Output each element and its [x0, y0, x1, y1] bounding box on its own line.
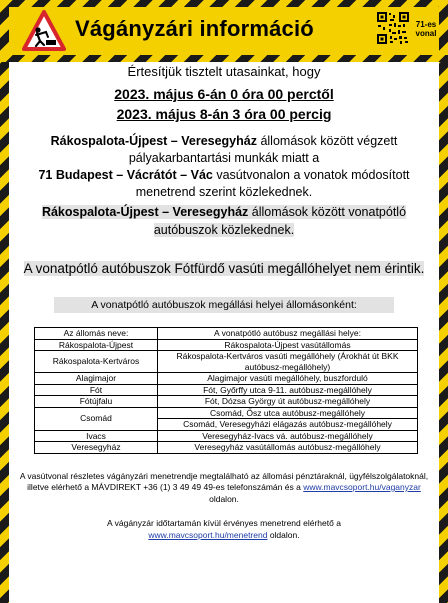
bus-stations: Rákospalota-Újpest – Veresegyház	[41, 205, 249, 219]
bus-text: állomások között vonatpótló autóbuszok közlekednek.	[153, 205, 407, 237]
station-cell: Csomád	[35, 407, 158, 430]
route-badge	[413, 20, 439, 38]
fotfurdo-notice: A vonatpótló autóbuszok Fótfürdő vasúti megállóhelyet nem érintik.	[23, 261, 425, 276]
footer-timetable-info	[14, 518, 434, 541]
header-banner	[9, 7, 439, 55]
table-row	[35, 442, 418, 454]
stop-cell: Veresegyház vasútállomás autóbusz-megállóhely	[158, 442, 418, 454]
menetrend-link[interactable]: www.mavcsoport.hu/menetrend	[148, 529, 268, 540]
intro-text: Értesítjük tisztelt utasainkat, hogy	[127, 64, 321, 79]
station-cell: Rákospalota-Kertváros	[35, 351, 158, 373]
railway-line: 71 Budapest – Vácrátót – Vác	[38, 168, 213, 182]
warning-sign-icon	[22, 10, 66, 52]
station-cell: Ivacs	[35, 430, 158, 442]
table-row	[35, 384, 418, 396]
stop-cell: Fót, Dózsa György út autóbusz-megállóhely	[158, 396, 418, 408]
bus-paragraph-box	[42, 205, 406, 237]
stop-cell: Veresegyház-Ivacs vá. autóbusz-megállóhely	[158, 430, 418, 442]
footer-schedule-text: A vasútvonal részletes vágányzári menetrendje megtalálható az állomási pénztáraknál, ügyfélszolgálatoknál, illetve elérhető a MÁVDIREKT +36 (1) 3 49 49 49-es telefonszámán és a	[19, 470, 429, 492]
date-from: 2023. május 6-án 0 óra 00 perctől	[114, 86, 334, 102]
footer-schedule-suffix: oldalon.	[209, 493, 239, 504]
route-badge-label: vonal	[415, 29, 437, 38]
table-row	[35, 339, 418, 351]
closure-text-2: vasútvonalon a vonatok módosított menetrend szerint közlekednek.	[135, 168, 410, 199]
station-cell: Veresegyház	[35, 442, 158, 454]
table-row	[35, 351, 418, 373]
page-title: Vágányzári információ	[75, 16, 314, 41]
stop-cell: Csomád, Ősz utca autóbusz-megállóhely	[158, 407, 418, 419]
stop-cell: Alagimajor vasúti megállóhely, buszforduló	[158, 373, 418, 385]
table-header-stop: A vonatpótló autóbusz megállási helye:	[158, 328, 418, 340]
stops-table	[34, 327, 418, 454]
stops-table-title: A vonatpótló autóbuszok megállási helyei állomásonként:	[54, 297, 394, 313]
fotfurdo-notice-paragraph	[14, 259, 434, 279]
station-cell: Fótújfalu	[35, 396, 158, 408]
hazard-stripe-top	[0, 0, 448, 7]
hazard-stripe-right	[439, 0, 448, 603]
vaganyzar-link[interactable]: www.mavcsoport.hu/vaganyzar	[303, 482, 421, 492]
footer-timetable-text: A vágányzár időtartamán kívül érvényes menetrend elérhető a	[107, 518, 341, 528]
route-badge-number: 71-es	[415, 20, 437, 29]
footer-schedule-info	[14, 471, 434, 506]
hazard-stripe-left	[0, 0, 9, 603]
station-cell: Alagimajor	[35, 373, 158, 385]
stop-cell: Rákospalota-Újpest vasútállomás	[158, 339, 418, 351]
table-header-station: Az állomás neve:	[35, 328, 158, 340]
footer-timetable-suffix: oldalon.	[267, 529, 300, 540]
stop-cell: Csomád, Veresegyházi elágazás autóbusz-megállóhely	[158, 419, 418, 431]
station-cell: Fót	[35, 384, 158, 396]
stop-cell: Rákospalota-Kertváros vasúti megállóhely (Árokhát út BKK autóbusz-megállóhely)	[158, 351, 418, 373]
station-cell: Rákospalota-Újpest	[35, 339, 158, 351]
table-row	[35, 373, 418, 385]
closure-text-1: állomások között végzett pályakarbantartási munkák miatt a	[128, 134, 398, 165]
table-row	[35, 407, 418, 419]
bus-paragraph	[14, 203, 434, 239]
notice-content	[14, 59, 434, 541]
date-to: 2023. május 8-án 3 óra 00 percig	[116, 106, 332, 122]
qr-code-icon[interactable]	[376, 11, 410, 45]
closure-paragraph	[14, 133, 434, 201]
table-row	[35, 396, 418, 408]
stop-cell: Fót, Győrffy utca 9-11. autóbusz-megállóhely	[158, 384, 418, 396]
table-header-row	[35, 328, 418, 340]
closure-stations: Rákospalota-Újpest – Veresegyház	[50, 134, 257, 148]
table-row	[35, 430, 418, 442]
